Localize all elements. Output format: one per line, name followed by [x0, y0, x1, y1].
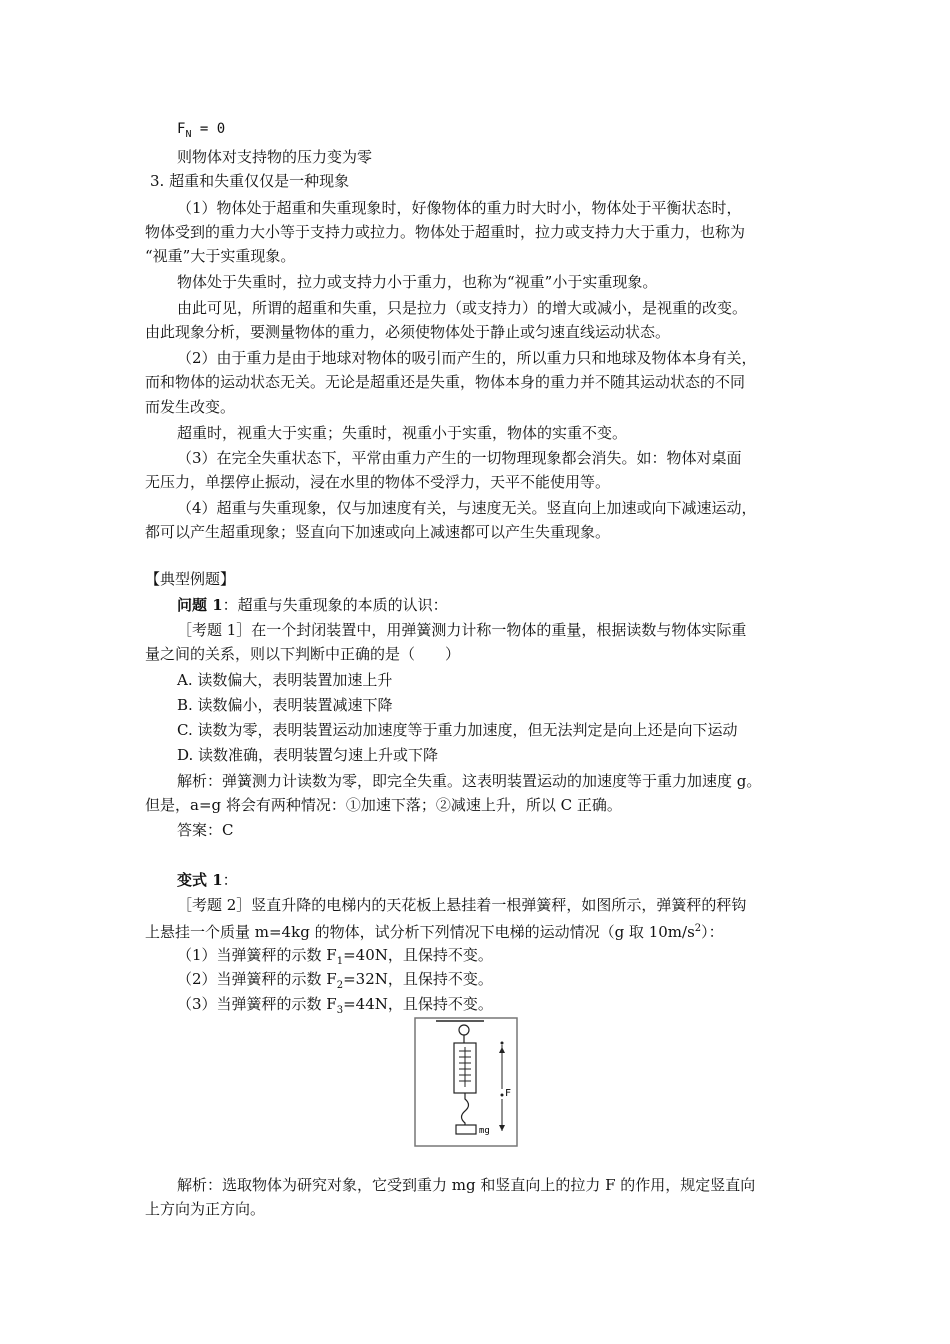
problem-2-line: ［考题 2］竖直升降的电梯内的天花板上悬挂着一根弹簧秤，如图所示，弹簧秤的秤钩 — [177, 896, 747, 914]
variant-label: 变式 1 — [177, 871, 223, 889]
paragraph-line: 而和物体的运动状态无关。无论是超重还是失重，物体本身的重力并不随其运动状态的不同 — [145, 373, 746, 391]
variant-colon: ： — [222, 871, 238, 889]
analysis-line: 解析：弹簧测力计读数为零，即完全失重。这表明装置运动的加速度等于重力加速度 g。 — [177, 772, 762, 790]
case-subscript: 2 — [336, 980, 344, 991]
paragraph-line: 超重时，视重大于实重；失重时，视重小于实重，物体的实重不变。 — [177, 424, 628, 442]
formula-value: = 0 — [191, 121, 226, 137]
problem-1-line: 量之间的关系，则以下判断中正确的是（ ） — [145, 645, 461, 663]
question-1-line — [177, 594, 448, 616]
normal-force-formula — [177, 118, 225, 146]
paragraph-line: 物体处于失重时，拉力或支持力小于重力，也称为“视重”小于实重现象。 — [177, 273, 658, 291]
force-dot-top — [501, 1042, 504, 1045]
problem-1-line: ［考题 1］在一个封闭装置中，用弹簧测力计称一物体的重量，根据读数与物体实际重 — [177, 621, 747, 639]
question-text: ：超重与失重现象的本质的认识： — [222, 596, 448, 614]
paragraph-line: “视重”大于实重现象。 — [145, 247, 296, 265]
spring-scale-figure — [414, 1017, 518, 1147]
analysis-line: 但是，a=g 将会有两种情况：①加速下落；②减速上升，所以 C 正确。 — [145, 796, 622, 814]
section-item-3: 3. 超重和失重仅仅是一种现象 — [150, 172, 350, 190]
paragraph-line: 无压力，单摆停止振动，浸在水里的物体不受浮力，天平不能使用等。 — [145, 473, 611, 491]
paragraph-line: 都可以产生超重现象；竖直向下加速或向上减速都可以产生失重现象。 — [145, 523, 611, 541]
case-text: （2）当弹簧秤的示数 F — [177, 970, 337, 988]
paragraph-line: （2）由于重力是由于地球对物体的吸引而产生的，所以重力只和地球及物体本身有关， — [177, 349, 757, 367]
variant-1-line — [177, 869, 238, 891]
problem-2-line — [145, 918, 724, 943]
option-a: A. 读数偏大，表明装置加速上升 — [177, 671, 393, 689]
case-text: （1）当弹簧秤的示数 F — [177, 946, 337, 964]
case-text: （3）当弹簧秤的示数 F — [177, 995, 337, 1013]
case-subscript: 3 — [336, 1005, 344, 1016]
paragraph-line: （1）物体处于超重和失重现象时，好像物体的重力时大时小，物体处于平衡状态时， — [177, 199, 742, 217]
case-text-end: =44N，且保持不变。 — [343, 995, 493, 1013]
paragraph-line: 则物体对支持物的压力变为零 — [177, 148, 373, 166]
option-b: B. 读数偏小，表明装置减速下降 — [177, 696, 393, 714]
paragraph-line: （3）在完全失重状态下，平常由重力产生的一切物理现象都会消失。如：物体对桌面 — [177, 449, 742, 467]
final-analysis-line: 上方向为正方向。 — [145, 1200, 266, 1218]
superscript: 2 — [694, 923, 702, 934]
option-d: D. 读数准确，表明装置匀速上升或下降 — [177, 746, 439, 764]
answer-line: 答案：C — [177, 821, 234, 839]
force-dot-mid — [501, 1094, 504, 1097]
paragraph-line: 由此现象分析，要测量物体的重力，必须使物体处于静止或匀速直线运动状态。 — [145, 323, 671, 341]
problem-2-text-end: ）： — [701, 923, 724, 941]
paragraph-line: 而发生改变。 — [145, 398, 236, 416]
gravity-label: mg — [479, 1126, 490, 1136]
force-label: F — [505, 1088, 512, 1099]
case-text-end: =32N，且保持不变。 — [343, 970, 493, 988]
paragraph-line: 物体受到的重力大小等于支持力或拉力。物体处于超重时，拉力或支持力大于重力，也称为 — [145, 223, 746, 241]
paragraph-line: 由此可见，所谓的超重和失重，只是拉力（或支持力）的增大或减小，是视重的改变。 — [177, 299, 748, 317]
problem-2-text: 上悬挂一个质量 m=4kg 的物体，试分析下列情况下电梯的运动情况（g 取 10m/s — [145, 923, 695, 941]
option-c: C. 读数为零，表明装置运动加速度等于重力加速度，但无法判定是向上还是向下运动 — [177, 721, 738, 739]
paragraph-line: （4）超重与失重现象，仅与加速度有关，与速度无关。竖直向上加速或向下减速运动， — [177, 499, 757, 517]
formula-subscript: N — [185, 128, 192, 140]
formula-symbol: F — [177, 121, 186, 137]
section-heading: 【典型例题】 — [145, 570, 236, 588]
case-subscript: 1 — [336, 956, 344, 967]
question-label: 问题 1 — [177, 596, 223, 614]
case-text-end: =40N，且保持不变。 — [343, 946, 493, 964]
final-analysis-line: 解析：选取物体为研究对象，它受到重力 mg 和竖直向上的拉力 F 的作用，规定竖直向 — [177, 1176, 756, 1194]
